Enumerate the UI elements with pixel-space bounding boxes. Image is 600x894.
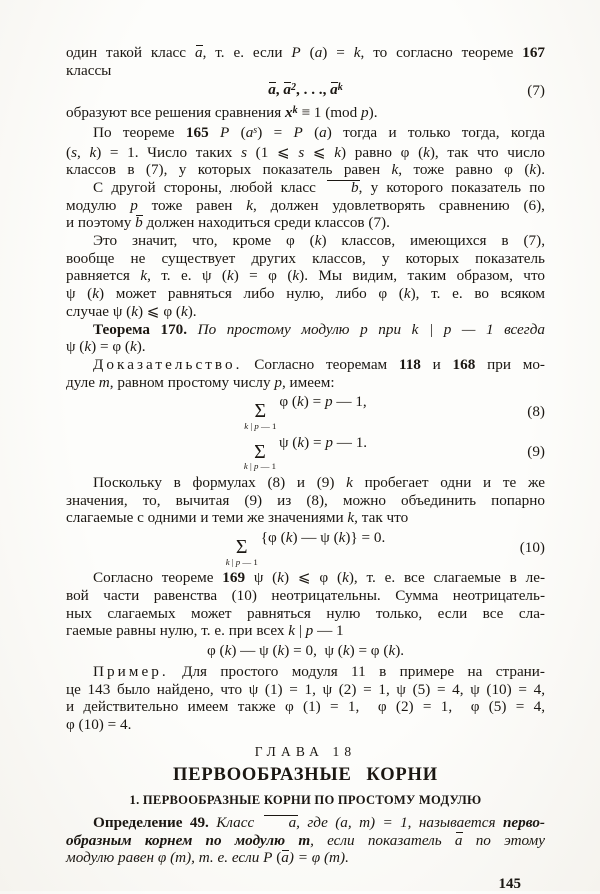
text-segment: a [194,44,203,61]
text-segment: p [324,393,333,411]
text-segment: ) тогда и только тогда, когда [326,123,546,141]
text-segment: a [340,813,348,831]
text-line [66,321,545,339]
text-segment: — 1 [240,556,258,567]
text-line [66,104,545,124]
text-segment: k [89,143,97,161]
text-segment: p [254,420,259,431]
text-segment: s [298,143,305,161]
text-segment: m [98,373,110,391]
text-segment: ( [229,123,246,141]
text-line [66,179,545,197]
text-segment: a [283,81,291,99]
text-segment: ). [187,302,197,320]
text-segment: k [314,232,322,250]
text-segment: k [285,529,293,547]
text-segment: P [220,123,230,141]
text-segment: тоже равен [137,196,247,214]
text-line [66,197,545,215]
text-segment: p [305,622,314,640]
text-segment: k [347,509,355,527]
text-segment: k [224,642,232,660]
text-segment: образуют все решения сравнения [66,104,286,122]
text-segment: b [324,179,359,197]
text-segment: k [391,161,399,179]
text-segment: a [319,123,327,141]
heading-title: ПЕРВООБРАЗНЫЕ КОРНИ [173,765,438,786]
text-segment: ), так что число [429,143,545,161]
text-segment: ) = 1, называется [370,813,503,831]
text-segment: p [130,196,138,214]
text-segment: k [296,393,304,411]
text-segment: и [420,355,453,373]
text-segment: ψ ( [245,569,278,587]
formula-body [207,642,404,660]
text-segment: {φ ( [260,529,286,547]
text-line [66,832,545,850]
page-content [66,44,545,894]
text-segment: дуле [66,373,99,391]
text-line [66,232,545,250]
equation-number: (8) [527,403,545,421]
text-segment: Класс [208,813,262,831]
text-segment: классы [66,61,112,79]
text-segment: ) может равняться либо нулю, либо φ ( [99,285,404,303]
text-line [66,716,545,734]
text-segment: )} = 0. [345,529,386,547]
text-segment: , если показатель [310,831,455,849]
text-line [66,569,545,587]
sum-limit [244,462,276,471]
text-segment: a [454,831,463,849]
text-segment: ψ ( [278,433,298,451]
text-segment: a [281,849,289,867]
text-segment: ( [302,123,320,141]
text-segment: , [76,143,90,161]
text-segment: случае ψ ( [66,302,132,320]
text-segment: a [268,81,276,99]
formula-display [66,434,545,471]
text-segment: , т. е. ψ ( [147,267,227,285]
text-segment: k [353,44,361,61]
text-segment: m [359,813,371,831]
text-line [66,124,545,144]
text-segment: k [292,267,300,285]
text-segment: s [241,143,247,161]
text-segment: p [253,461,259,472]
text-segment: k [342,569,349,587]
text-segment: , имеем: [281,373,335,391]
text-line [66,605,545,623]
text-segment: ψ ( [66,285,93,303]
text-segment: ). [136,338,146,356]
text-segment: ). [340,849,349,867]
text-segment: k [243,461,248,472]
text-segment: перво- [502,813,545,831]
text-segment: b [135,214,143,232]
text-line [66,587,545,605]
text-segment: k [292,104,298,116]
sigma-sum-icon: Σ [254,400,267,423]
text-line [66,338,545,356]
text-segment: модулю равен φ ( [66,849,176,867]
text-line [66,161,545,179]
text-segment: по этому [462,831,545,849]
text-segment: k [277,569,284,587]
text-segment: ) = [322,44,354,61]
text-segment: k [403,285,411,303]
text-segment: — 1 [258,420,277,431]
text-segment: должен находиться среди классов (7). [142,214,390,232]
text-segment: k [131,302,138,320]
page-number: 145 [498,875,521,892]
text-segment: s [71,143,77,161]
text-segment: при мо- [475,355,545,373]
text-segment: k [334,143,342,161]
text-line [66,267,545,285]
formula-display [66,393,545,430]
text-segment: С другой стороны, любой класс [93,178,325,196]
text-segment: ) = φ ( [233,267,293,285]
text-segment: | [248,420,255,431]
text-line [66,622,545,640]
text-segment: , так что [354,509,409,527]
text-segment: k [277,642,285,660]
text-segment: ), т. е. все слагаемые в ле- [348,569,546,587]
text-line [66,474,545,492]
text-segment: k [226,267,234,285]
text-segment: ных слагаемых может равняться нулю только, если все сла- [66,604,545,622]
text-segment: ), т. е. во всяком [410,285,545,303]
text-line [66,681,545,699]
text-segment: ) = φ ( [91,338,130,356]
text-segment: Согласно теоремам [242,355,399,373]
text-segment: , [275,81,284,99]
text-segment: значения, то, вычитая (9) из (8), можно объединить попарно [66,491,545,509]
text-segment: — 1 [313,622,344,640]
text-segment: слагаемые с одними и теми же значениями [66,509,348,527]
text-segment: це 143 было найдено, что ψ (1) = 1, ψ (2) = 1, ψ (5) = 4, ψ (10) = 4, [66,680,545,698]
text-segment: m [329,849,341,867]
text-segment: , должен удовлетворять сравнению (6), [253,196,545,214]
text-segment: a [262,814,297,832]
text-segment: k [246,196,254,214]
text-segment: s [253,124,258,136]
text-line [66,374,545,392]
text-segment: a [245,123,254,141]
text-segment: Поскольку в формулах (8) и (9) [93,473,347,491]
summation [243,440,276,472]
summation [225,536,258,567]
text-segment: 165 [185,123,209,141]
text-segment: k [180,302,188,320]
formula-display [66,81,545,101]
text-segment: p [325,433,333,451]
text-segment: (1 ⩽ [246,143,299,161]
text-segment: ) = [257,123,294,141]
text-segment: k [342,642,350,660]
text-segment [209,124,220,141]
text-line [66,62,545,80]
text-segment: | [247,461,254,472]
text-line [66,144,545,162]
text-segment: ) — ψ ( [231,642,278,660]
text-segment: ) = φ ( [288,849,330,867]
equation-number: (9) [527,443,545,461]
sum-limit [226,558,258,567]
text-segment: , у которого показатель по [358,178,545,196]
text-segment: k [529,161,537,179]
text-segment: p [274,373,282,391]
text-segment: ) — ψ ( [292,529,339,547]
text-line [66,303,545,321]
text-segment: образным корнем по модулю m [66,831,311,849]
text-segment: k [423,143,430,161]
text-segment: , [347,813,360,831]
text-line [66,663,545,681]
text-segment: — 1, [332,393,367,411]
heading-section: 1. ПЕРВООБРАЗНЫЕ КОРНИ ПО ПРОСТОМУ МОДУЛЮ [129,793,482,808]
text-segment: ). [395,642,405,660]
text-segment: ) = [304,433,326,451]
text-segment: Определение 49. [93,813,209,831]
text-segment: ) = [303,393,325,411]
text-segment: k [388,642,396,660]
text-segment: Согласно теореме [93,569,223,587]
text-segment: ) = 1. Число таких [96,143,242,161]
text-segment: k [297,433,305,451]
text-segment: ) ⩽ φ ( [137,302,181,320]
text-segment: Теорема 170. [93,320,188,338]
text-line [66,356,545,374]
text-segment: классов в (7), у которых показатель равен [66,161,392,179]
text-segment: k [346,473,353,491]
sigma-sum-icon: Σ [235,536,248,559]
text-segment: k [140,267,148,285]
text-segment: 169 [222,569,246,587]
text-segment: Это значит, что, кроме φ ( [93,232,315,250]
text-segment: ) = 0, ψ ( [284,642,343,660]
formula-body [244,393,366,430]
text-segment: один такой класс [66,44,195,61]
text-segment: P [263,849,273,867]
text-segment: и поэтому [66,214,136,232]
text-segment: гаемые равны нулю, т. е. при всех [66,622,289,640]
text-segment: 118 [398,355,421,373]
text-segment: k [84,338,92,356]
text-segment: k [244,420,249,431]
text-segment: ), т. е. если [186,849,264,867]
text-segment: φ ( [206,642,225,660]
text-segment: ) = φ ( [349,642,389,660]
text-segment: модулю [66,196,131,214]
text-segment: k [338,529,346,547]
text-segment: вообще не существует других классов, у которых показатель [66,249,545,267]
text-line [66,214,545,232]
text-segment: ⩽ [304,143,335,161]
equation-number: (10) [519,538,545,556]
text-segment: a [330,81,338,99]
formula-body [244,434,367,471]
text-line [66,849,545,867]
text-segment: Пример. [93,662,169,680]
text-segment: ). [368,104,378,122]
text-segment: p [235,556,241,567]
text-segment: k [337,82,343,94]
text-segment: , то согласно теореме [360,44,523,61]
text-segment: ) классов, имеющихся в (7), [321,232,545,250]
text-segment: k [288,622,296,640]
sum-limit [244,422,276,431]
text-line [66,492,545,510]
text-segment: ψ ( [66,338,85,356]
text-segment: пробегает одни и те же [352,473,545,491]
text-segment: ) ⩽ φ ( [284,569,343,587]
text-line [66,250,545,268]
formula-display [66,529,545,566]
text-segment: , где ( [296,813,341,831]
text-segment: ( [300,44,315,61]
text-segment: | [229,556,236,567]
text-segment: ) равно φ ( [341,143,424,161]
text-segment: φ (10) = 4. [66,715,132,733]
text-line [66,698,545,716]
text-segment: ). [536,161,545,179]
text-segment: , т. е. если [202,44,292,61]
text-segment: k [225,556,230,567]
text-segment: — 1. [332,433,368,451]
text-segment: ( [66,143,72,161]
text-segment: 167 [522,44,546,61]
text-segment: 2 [290,82,296,94]
text-segment: и действительно имеем также φ (1) = 1, φ (2) = 1, φ (5) = 4, [66,698,545,716]
heading-chapter: ГЛАВА 18 [254,743,357,759]
text-segment: ( [272,849,282,867]
text-segment: Для простого модуля 11 в примере на страни- [168,662,545,680]
text-segment: , равном простому числу [109,373,275,391]
text-segment: a [314,44,323,61]
text-segment: , тоже равно φ ( [398,161,530,179]
text-segment: вой части равенства (10) неотрицательны. Сумма неотрицатель- [66,587,545,605]
text-segment: По теореме [93,123,186,141]
text-line [66,509,545,527]
text-segment: По простому модулю p при k | p — 1 всегда [187,320,545,338]
text-segment: x [285,104,293,122]
text-segment: p [361,104,369,122]
text-segment: ). Мы видим, таким образом, что [299,267,545,285]
formula-body [226,529,386,566]
text-segment: — 1 [258,461,276,472]
equation-number: (7) [527,82,545,100]
text-line [66,285,545,303]
sigma-sum-icon: Σ [254,440,266,463]
text-segment: P [291,44,301,61]
text-segment: ≡ 1 (mod [297,104,362,122]
formula-display [66,642,545,660]
text-segment: m [175,849,187,867]
text-segment: k [129,338,137,356]
text-segment: φ ( [279,393,297,411]
text-segment: Доказательство. [93,355,243,373]
formula-body [268,81,343,101]
text-line [66,44,545,62]
text-segment: k [92,285,99,303]
text-segment: 168 [452,355,476,373]
text-segment: | [295,622,306,640]
text-segment: P [293,123,303,141]
text-line [66,814,545,832]
summation [244,400,277,431]
text-segment: , . . ., [296,81,331,99]
text-segment: равняется [66,267,141,285]
